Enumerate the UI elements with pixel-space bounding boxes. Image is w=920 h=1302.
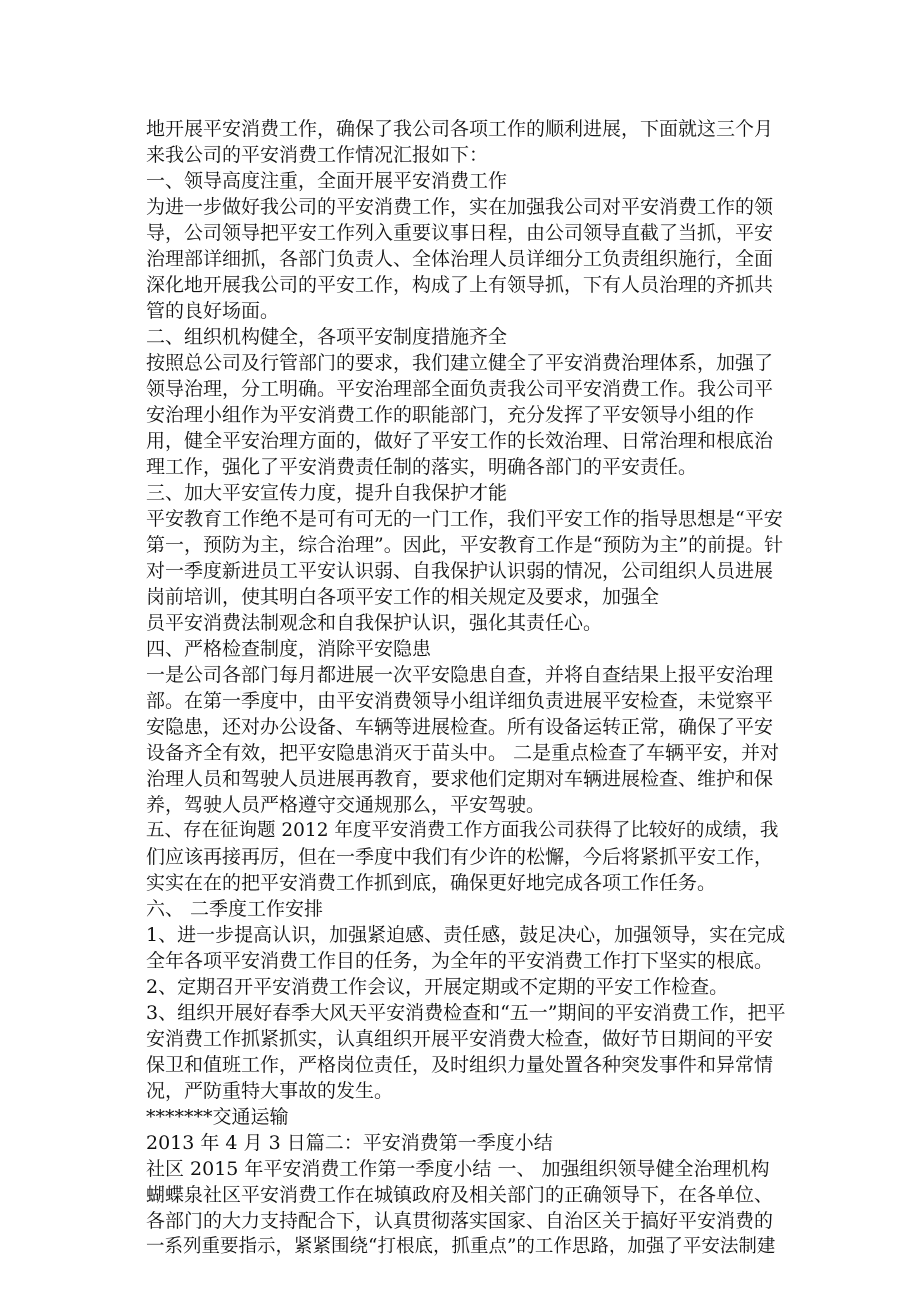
text-line: 平安教育工作绝不是可有可无的一门工作，我们平安工作的指导思想是“平安 [146,508,783,530]
text-line: 深化地开展我公司的平安工作，构成了上有领导抓，下有人员治理的齐抓共 [146,274,774,296]
text-line: 三、加大平安宣传力度，提升自我保护才能 [146,482,508,504]
text-line: 保卫和值班工作，严格岗位责任，及时组织力量处置各种突发事件和异常情 [146,1054,774,1076]
text-line: 对一季度新进员工平安认识弱、自我保护认识弱的情况，公司组织人员进展 [146,560,774,582]
text-line: 全年各项平安消费工作目的任务，为全年的平安消费工作打下坚实的根底。 [146,950,774,972]
text-line: 安治理小组作为平安消费工作的职能部门，充分发挥了平安领导小组的作 [146,404,755,426]
text-line: 部。在第一季度中，由平安消费领导小组详细负责进展平安检查，未觉察平 [146,690,774,712]
text-line: 领导治理，分工明确。平安治理部全面负责我公司平安消费工作。我公司平 [146,378,774,400]
text-line: 安消费工作抓紧抓实，认真组织开展平安消费大检查，做好节日期间的平安 [146,1028,774,1050]
text-line: 岗前培训，使其明白各项平安工作的相关规定及要求，加强全 [146,586,660,608]
text-line: 2、定期召开平安消费工作会议，开展定期或不定期的平安工作检查。 [146,976,729,998]
text-line: 蝴蝶泉社区平安消费工作在城镇政府及相关部门的正确领导下，在各单位、 [146,1184,774,1206]
text-line: 二、组织机构健全，各项平安制度措施齐全 [146,326,508,348]
text-line: 3、组织开展好春季大风天平安消费检查和“五一”期间的平安消费工作，把平 [146,1002,786,1024]
text-line: 实实在在的把平安消费工作抓到底，确保更好地完成各项工作任务。 [146,872,717,894]
text-line: 用，健全平安治理方面的，做好了平安工作的长效治理、日常治理和根底治 [146,430,774,452]
text-line: 一系列重要指示，紧紧围绕“打根底，抓重点”的工作思路，加强了平安法制建 [146,1236,776,1257]
text-line: 理工作，强化了平安消费责任制的落实，明确各部门的平安责任。 [146,456,698,478]
text-line: 六、 二季度工作安排 [146,898,324,920]
text-line: 第一，预防为主，综合治理”。因此，平安教育工作是“预防为主”的前提。针 [146,534,784,556]
document-body [146,116,786,1260]
text-line: 按照总公司及行管部门的要求，我们建立健全了平安消费治理体系，加强了 [146,352,774,374]
text-line: 治理人员和驾驶人员进展再教育，要求他们定期对车辆进展检查、维护和保 [146,768,774,790]
text-line: 来我公司的平安消费工作情况汇报如下： [146,144,489,166]
text-line: 各部门的大力支持配合下，认真贯彻落实国家、自治区关于搞好平安消费的 [146,1210,774,1232]
text-line: 治理部详细抓，各部门负责人、全体治理人员详细分工负责组织施行，全面 [146,248,774,270]
text-line: *******交通运输 [146,1106,289,1128]
text-line: 1、进一步提高认识，加强紧迫感、责任感，鼓足决心，加强领导，实在完成 [146,924,786,946]
text-line: 安隐患，还对办公设备、车辆等进展检查。所有设备运转正常，确保了平安 [146,716,774,738]
text-line: 们应该再接再厉，但在一季度中我们有少许的松懈，今后将紧抓平安工作， [146,846,774,868]
text-line: 导，公司领导把平安工作列入重要议事日程，由公司领导直截了当抓，平安 [146,222,774,244]
text-line: 员平安消费法制观念和自我保护认识，强化其责任心。 [146,612,603,634]
text-line: 五、存在征询题 2012 年度平安消费工作方面我公司获得了比较好的成绩，我 [146,820,779,841]
text-line: 况，严防重特大事故的发生。 [146,1080,394,1102]
text-line: 养，驾驶人员严格遵守交通规那么，平安驾驶。 [146,794,546,816]
text-line: 地开展平安消费工作，确保了我公司各项工作的顺利进展，下面就这三个月 [146,118,774,140]
text-line: 一是公司各部门每月都进展一次平安隐患自查，并将自查结果上报平安治理 [146,664,774,686]
text-line: 社区 2015 年平安消费工作第一季度小结 一、 加强组织领导健全治理机构 [146,1158,770,1180]
text-line: 管的良好场面。 [146,300,280,322]
text-line: 四、严格检查制度，消除平安隐患 [146,638,432,660]
text-line: 设备齐全有效，把平安隐患消灭于苗头中。 二是重点检查了车辆平安，并对 [146,742,780,764]
text-line: 2013 年 4 月 3 日篇二：平安消费第一季度小结 [146,1132,553,1154]
text-line: 一、领导高度注重，全面开展平安消费工作 [146,170,508,192]
text-line: 为进一步做好我公司的平安消费工作，实在加强我公司对平安消费工作的领 [146,196,774,218]
